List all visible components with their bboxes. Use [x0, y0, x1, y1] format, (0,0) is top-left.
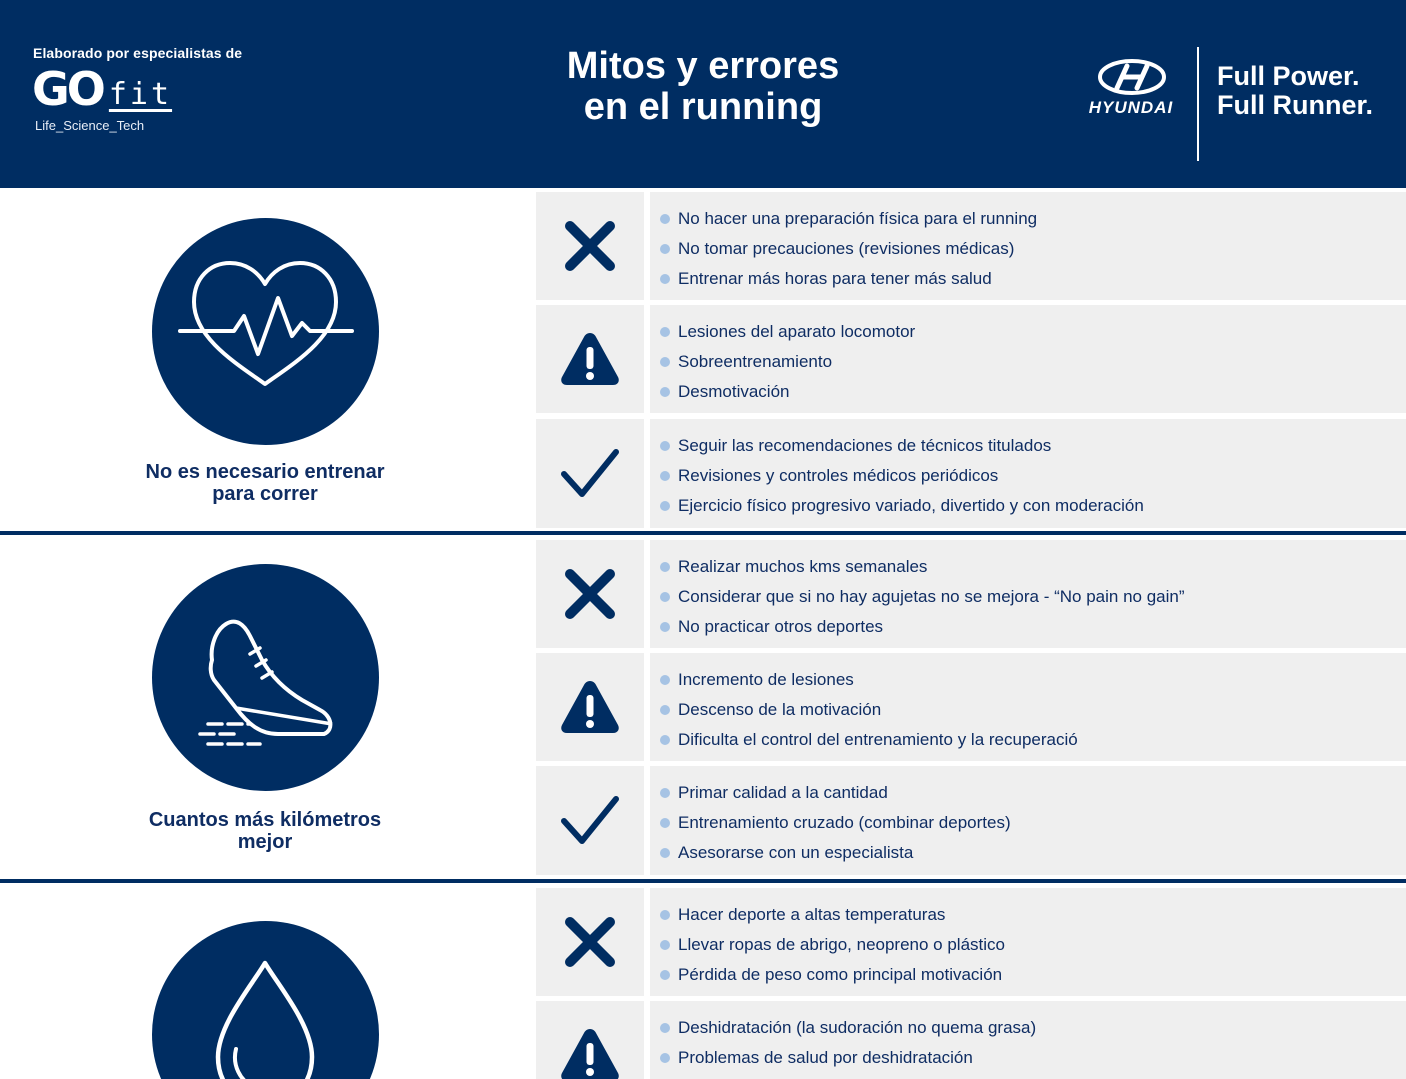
x-icon: [560, 216, 620, 276]
row-list-cell: [650, 1001, 1406, 1079]
list-item: Seguir las recomendaciones de técnicos titulados: [660, 431, 1144, 461]
myth-label-line1: Cuantos más kilómetros: [148, 809, 382, 831]
tagline-line1: Full Power.: [1217, 61, 1360, 91]
list-item: No practicar otros deportes: [660, 612, 1185, 642]
list-item: Primar calidad a la cantidad: [660, 778, 1011, 808]
myth-section: [0, 883, 1406, 1079]
row-list-cell: [650, 305, 1406, 413]
row-list-cell: [650, 888, 1406, 996]
row-icon-cell: [536, 419, 644, 528]
heartbeat-icon: [152, 218, 379, 445]
list-item: Revisiones y controles médicos periódicos: [660, 461, 1144, 491]
myth-panel: [0, 188, 534, 532]
row-list-cell: [650, 653, 1406, 761]
list-item: Descenso de la motivación: [660, 695, 1078, 725]
bullet-list: [660, 1013, 1036, 1073]
row-list-cell: [650, 540, 1406, 648]
errors-row: [536, 540, 1406, 648]
page-title-line1: Mitos y errores: [566, 45, 840, 87]
hyundai-logo: [1083, 58, 1179, 124]
list-item: No hacer una preparación física para el running: [660, 204, 1037, 234]
row-icon-cell: [536, 653, 644, 761]
myth-section: [0, 535, 1406, 879]
recommendations-row: [536, 766, 1406, 875]
warning-icon: [560, 329, 620, 389]
list-item: Llevar ropas de abrigo, neopreno o plástico: [660, 930, 1005, 960]
myth-label: [100, 809, 430, 853]
bullet-list: [660, 552, 1185, 642]
made-by-text: Elaborado por especialistas de: [33, 45, 243, 61]
header: [0, 0, 1406, 188]
list-item: Sobreentrenamiento: [660, 347, 915, 377]
consequences-row: [536, 653, 1406, 761]
bullet-list: [660, 665, 1078, 755]
warning-icon: [560, 677, 620, 737]
row-icon-cell: [536, 766, 644, 875]
myth-label-line1: No es necesario entrenar: [145, 461, 385, 483]
tagline: [1217, 62, 1373, 120]
list-item: No tomar precauciones (revisiones médicas): [660, 234, 1037, 264]
gofit-logo: [32, 62, 173, 116]
myth-icon-circle: [152, 921, 379, 1079]
page-title: [503, 46, 903, 128]
list-item: Deshidratación (la sudoración no quema grasa): [660, 1013, 1036, 1043]
errors-row: [536, 888, 1406, 996]
row-list-cell: [650, 766, 1406, 875]
consequences-row: [536, 1001, 1406, 1079]
myth-label-line2: para correr: [212, 483, 318, 505]
recommendations-row: [536, 419, 1406, 528]
x-icon: [560, 564, 620, 624]
page-title-line2: en el running: [583, 86, 823, 128]
x-icon: [560, 912, 620, 972]
hyundai-emblem-icon: [1097, 58, 1167, 96]
gofit-logo-go: GO: [32, 62, 103, 116]
list-item: Hacer deporte a altas temperaturas: [660, 900, 1005, 930]
myth-panel: [0, 883, 534, 1079]
list-item: Considerar que si no hay agujetas no se mejora - “No pain no gain”: [660, 582, 1185, 612]
row-icon-cell: [536, 1001, 644, 1079]
row-icon-cell: [536, 540, 644, 648]
gofit-logo-fit: fit: [108, 77, 173, 112]
list-item: Lesiones del aparato locomotor: [660, 317, 915, 347]
water-drop-icon: [152, 921, 379, 1079]
myth-label-line2: mejor: [237, 831, 293, 853]
header-divider: [1197, 47, 1199, 161]
list-item: Entrenamiento cruzado (combinar deportes): [660, 808, 1011, 838]
myth-icon-circle: [152, 218, 379, 445]
check-icon: [560, 791, 620, 851]
myth-label: [100, 461, 430, 505]
row-list-cell: [650, 192, 1406, 300]
bullet-list: [660, 317, 915, 407]
row-icon-cell: [536, 192, 644, 300]
list-item: Realizar muchos kms semanales: [660, 552, 1185, 582]
bullet-list: [660, 431, 1144, 521]
bullet-list: [660, 778, 1011, 868]
consequences-row: [536, 305, 1406, 413]
list-item: Desmotivación: [660, 377, 915, 407]
list-item: Pérdida de peso como principal motivación: [660, 960, 1005, 990]
row-list-cell: [650, 419, 1406, 528]
myth-icon-circle: [152, 564, 379, 791]
tagline-line2: Full Runner.: [1217, 90, 1374, 120]
errors-row: [536, 192, 1406, 300]
hyundai-wordmark: HYUNDAI: [1088, 98, 1174, 117]
gofit-subtitle: Life_Science_Tech: [35, 118, 145, 133]
check-icon: [560, 444, 620, 504]
list-item: Dificulta el control del entrenamiento y la recuperació: [660, 725, 1078, 755]
list-item: Incremento de lesiones: [660, 665, 1078, 695]
list-item: Problemas de salud por deshidratación: [660, 1043, 1036, 1073]
running-shoe-icon: [152, 564, 379, 791]
warning-icon: [560, 1025, 620, 1079]
row-icon-cell: [536, 305, 644, 413]
myth-panel: [0, 535, 534, 879]
list-item: Entrenar más horas para tener más salud: [660, 264, 1037, 294]
bullet-list: [660, 900, 1005, 990]
list-item: Ejercicio físico progresivo variado, divertido y con moderación: [660, 491, 1144, 521]
row-icon-cell: [536, 888, 644, 996]
myth-section: [0, 188, 1406, 532]
bullet-list: [660, 204, 1037, 294]
list-item: Asesorarse con un especialista: [660, 838, 1011, 868]
